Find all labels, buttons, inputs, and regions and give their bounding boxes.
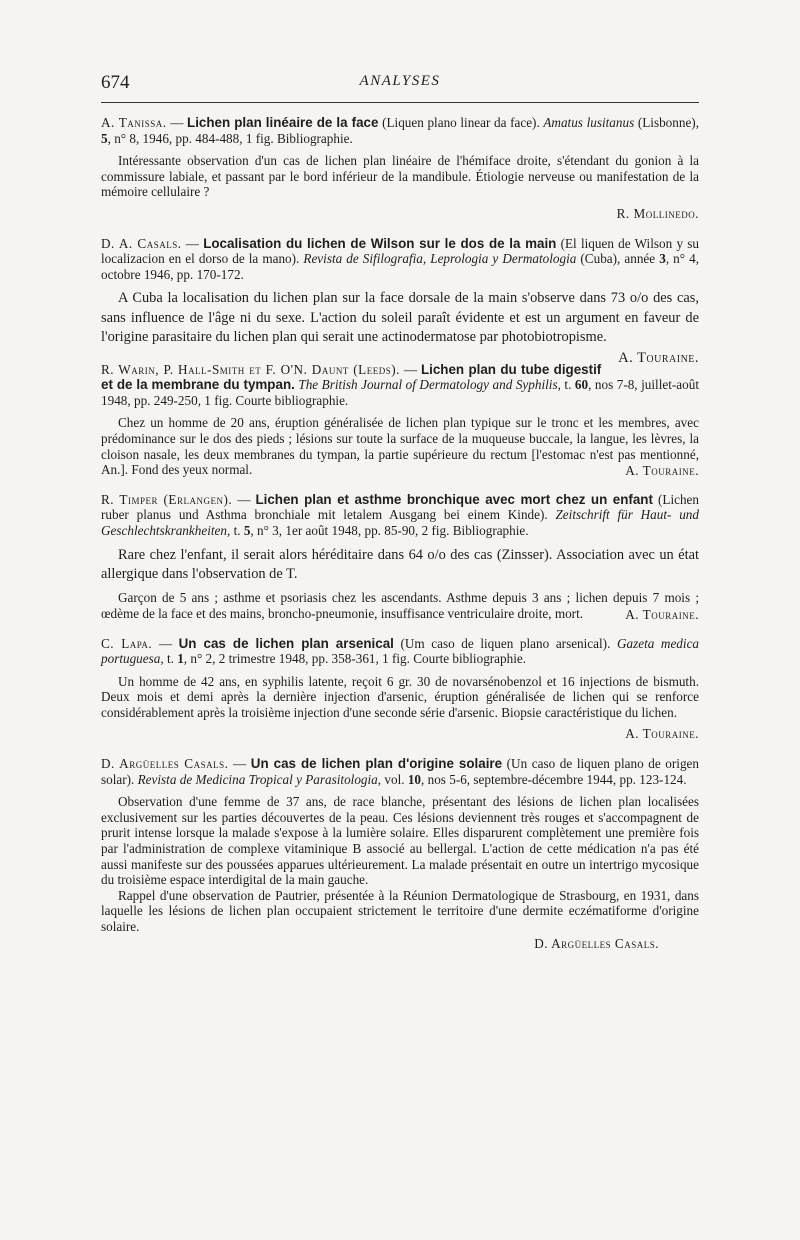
- article-title: Un cas de lichen plan d'origine solaire: [250, 756, 503, 772]
- volume-number: 5: [243, 522, 251, 538]
- article-title: Un cas de lichen plan arsenical: [178, 635, 394, 651]
- citation-text: , n° 2, 2 trimestre 1948, pp. 358-361, 1 fig. Courte bibliographie.: [183, 651, 527, 667]
- abstract-body: Un homme de 42 ans, en syphilis latente, reçoit 6 gr. 30 de novarsénobenzol et 16 injections de bismuth. Deux mois et demi après la dernière injection d'arsenic, éruption généralisée de lichen qui se renforce considérablement après la troisième injection d'une seconde série d'arsenic. Biopsie caractéristique du lichen.: [101, 673, 699, 720]
- journal-source: Gazeta medica portuguesa: [101, 635, 700, 667]
- author: D. Argüelles Casals.: [101, 756, 229, 772]
- citation-text: , vol.: [377, 771, 408, 787]
- volume-number: 3: [659, 251, 666, 267]
- journal-source: Amatus lusitanus: [543, 115, 635, 130]
- abstract-body: [101, 289, 699, 366]
- citation-text: (Lisbonne),: [634, 115, 699, 130]
- citation-text: (Un caso de liquen plano de origen solar).: [101, 756, 699, 787]
- article-title: Lichen plan linéaire de la face: [187, 115, 379, 130]
- article-title: Localisation du lichen de Wilson sur le dos de la main: [203, 235, 557, 251]
- abstract-text: A Cuba la localisation du lichen plan sur la face dorsale de la main s'observe dans 73 o/o des cas, sans influence de l'âge ni du sexe. L'action du soleil paraît évidente et est un argument en faveur de l'origine parasitaire du lichen plan qui serait une actinodermatose par photobiotropisme.: [101, 290, 699, 346]
- author: R. Timper (Erlangen).: [101, 491, 233, 507]
- abstract-entry: [101, 235, 700, 366]
- journal-source: Zeitschrift für Haut- und Geschlechtskrankheiten: [101, 507, 699, 538]
- citation-text: (Liquen plano linear da face).: [378, 115, 544, 130]
- abstract-entry: [101, 115, 699, 222]
- citation-text: (El liquen de Wilson y su localizacion en el dorso de la mano).: [101, 235, 700, 267]
- abstract-entry: [101, 636, 699, 743]
- citation-text: , t.: [557, 377, 575, 393]
- analyses-list: [101, 115, 699, 965]
- abstract-entry: [101, 362, 699, 478]
- header-rule: [101, 102, 699, 103]
- citation-text: , n° 4, octobre 1946, pp. 170-172.: [101, 251, 699, 282]
- citation-text: (Cuba), année: [576, 251, 660, 267]
- citation-text: , t.: [160, 651, 178, 667]
- page-header: [101, 72, 699, 98]
- citation: D. Argüelles Casals. — Un cas de lichen plan d'origine solaire (Un caso de liquen plano de origen solar). Revista de Medicina Tropical y Parasitologia, vol. 10, nos 5-6, septembre-décembre 1944, pp. 123-124.: [101, 756, 699, 787]
- citation-text: (Um caso de liquen plano arsenical).: [393, 635, 617, 651]
- abstract-body: Rare chez l'enfant, il serait alors héréditaire dans 64 o/o des cas (Zinsser). Association avec un état allergique dans l'observation de T.: [101, 546, 699, 582]
- author: R. Warin, P. Hall-Smith et F. O'N. Daunt (Leeds).: [101, 361, 400, 377]
- citation-text: , nos 7-8, juillet-août 1948, pp. 249-250, 1 fig. Courte bibliographie.: [101, 377, 699, 408]
- volume-number: 10: [407, 771, 422, 787]
- abstract-text: Garçon de 5 ans ; asthme et psoriasis chez les ascendants. Asthme depuis 3 ans ; lichen depuis 7 mois ; œdème de la face et des mains, broncho-pneumonie, insuffisance ventriculaire droite, mort.: [101, 590, 699, 621]
- abstract-body: [101, 415, 699, 477]
- author: A. Tanissa.: [101, 115, 167, 130]
- article-title: Lichen plan du tube digestif et de la membrane du tympan.: [101, 361, 602, 393]
- journal-source: The British Journal of Dermatology and Syphilis: [298, 377, 558, 393]
- citation: R. Timper (Erlangen). — Lichen plan et asthme bronchique avec mort chez un enfant (Lichen ruber planus und Asthma bronchiale mit letalem Ausgang bei einem Kinde). Zeitschrift für Haut- und Geschlechtskrankheiten, t. 5, n° 3, 1er août 1948, pp. 85-90, 2 fig. Bibliographie.: [101, 491, 700, 538]
- abstract-body: Intéressante observation d'un cas de lichen plan linéaire de l'hémiface droite, s'étendant du gonion à la commissure labiale, et passant par le bord inférieur de la mandibule. Étiologie nerveuse ou manifestation de la mémoire cellulaire ?: [101, 153, 699, 200]
- volume-number: 1: [177, 651, 184, 667]
- reviewer-signature: A. Touraine.: [625, 726, 699, 742]
- citation-text: , t.: [226, 522, 244, 538]
- citation-text: , n° 8, 1946, pp. 484-488, 1 fig. Bibliographie.: [107, 130, 353, 146]
- reviewer-signature: R. Mollinedo.: [616, 205, 699, 221]
- citation-text: , nos 5-6, septembre-décembre 1944, pp. 123-124.: [421, 771, 687, 787]
- citation: C. Lapa. — Un cas de lichen plan arsenical (Um caso de liquen plano arsenical). Gazeta medica portuguesa, t. 1, n° 2, 2 trimestre 1948, pp. 358-361, 1 fig. Courte bibliographie.: [101, 635, 700, 667]
- running-title: ANALYSES: [359, 73, 441, 89]
- volume-number: 5: [101, 130, 108, 146]
- author: C. Lapa.: [101, 635, 153, 651]
- reviewer-signature: A. Touraine.: [625, 606, 699, 622]
- page-number: 674: [101, 72, 130, 93]
- citation-text: , n° 3, 1er août 1948, pp. 85-90, 2 fig. Bibliographie.: [250, 522, 529, 538]
- volume-number: 60: [574, 377, 589, 393]
- citation-text: (Lichen ruber planus und Asthma bronchiale mit letalem Ausgang bei einem Kinde).: [101, 491, 700, 523]
- citation: A. Tanissa. — Lichen plan linéaire de la face (Liquen plano linear da face). Amatus lusitanus (Lisbonne), 5, n° 8, 1946, pp. 484-488, 1 fig. Bibliographie.: [101, 115, 699, 146]
- abstract-entry: [101, 756, 699, 951]
- abstract-body: Rappel d'une observation de Pautrier, présentée à la Réunion Dermatologique de Strasbourg, en 1931, dans laquelle les lésions de lichen plan occupaient strictement le territoire d'une dermite eczématiforme d'origine solaire.: [101, 887, 699, 934]
- reviewer-signature: A. Touraine.: [618, 349, 699, 366]
- abstract-body: Observation d'une femme de 37 ans, de race blanche, présentant des lésions de lichen plan localisées exclusivement sur les parties découvertes de la peau. Ces lésions deviennent très rouges et s'accompagnent de prurit intense lorsque la malade s'expose à la lumière solaire. Elles disparurent complètement une première fois par l'administration de complexe vitaminique B associé au bellergal. L'action de cette médication n'a pas été aussi manifeste sur des poussées apparues ultérieurement. La malade présentait en outre un intertrigo mycosique du troisième espace interdigital de la main gauche.: [101, 794, 699, 888]
- author: D. A. Casals.: [101, 235, 182, 251]
- journal-source: Revista de Medicina Tropical y Parasitologia: [137, 771, 378, 787]
- abstract-body: [101, 590, 699, 621]
- reviewer-signature: D. Argüelles Casals.: [534, 935, 659, 951]
- abstract-entry: [101, 492, 699, 622]
- journal-source: Revista de Sifilografia, Leprologia y Dermatologia: [303, 251, 577, 267]
- citation: R. Warin, P. Hall-Smith et F. O'N. Daunt (Leeds). — Lichen plan du tube digestif et de la membrane du tympan. The British Journal of Dermatology and Syphilis, t. 60, nos 7-8, juillet-août 1948, pp. 249-250, 1 fig. Courte bibliographie.: [101, 361, 699, 408]
- article-title: Lichen plan et asthme bronchique avec mort chez un enfant: [255, 491, 653, 507]
- reviewer-signature: A. Touraine.: [625, 463, 699, 479]
- abstract-text: Chez un homme de 20 ans, éruption généralisée de lichen plan typique sur le tronc et les membres, avec prédominance sur le dos des pieds ; lésions sur toute la surface de la muqueuse buccale, la langue, les lèvres, la cloison nasale, les deux membranes du tympan, la partie supérieure du rectum [l'estomac n'est pas mentionné, An.]. Fond des yeux normal.: [101, 415, 699, 478]
- citation: D. A. Casals. — Localisation du lichen de Wilson sur le dos de la main (El liquen de Wilson y su localizacion en el dorso de la mano). Revista de Sifilografia, Leprologia y Dermatologia (Cuba), année 3, n° 4, octobre 1946, pp. 170-172.: [101, 235, 700, 282]
